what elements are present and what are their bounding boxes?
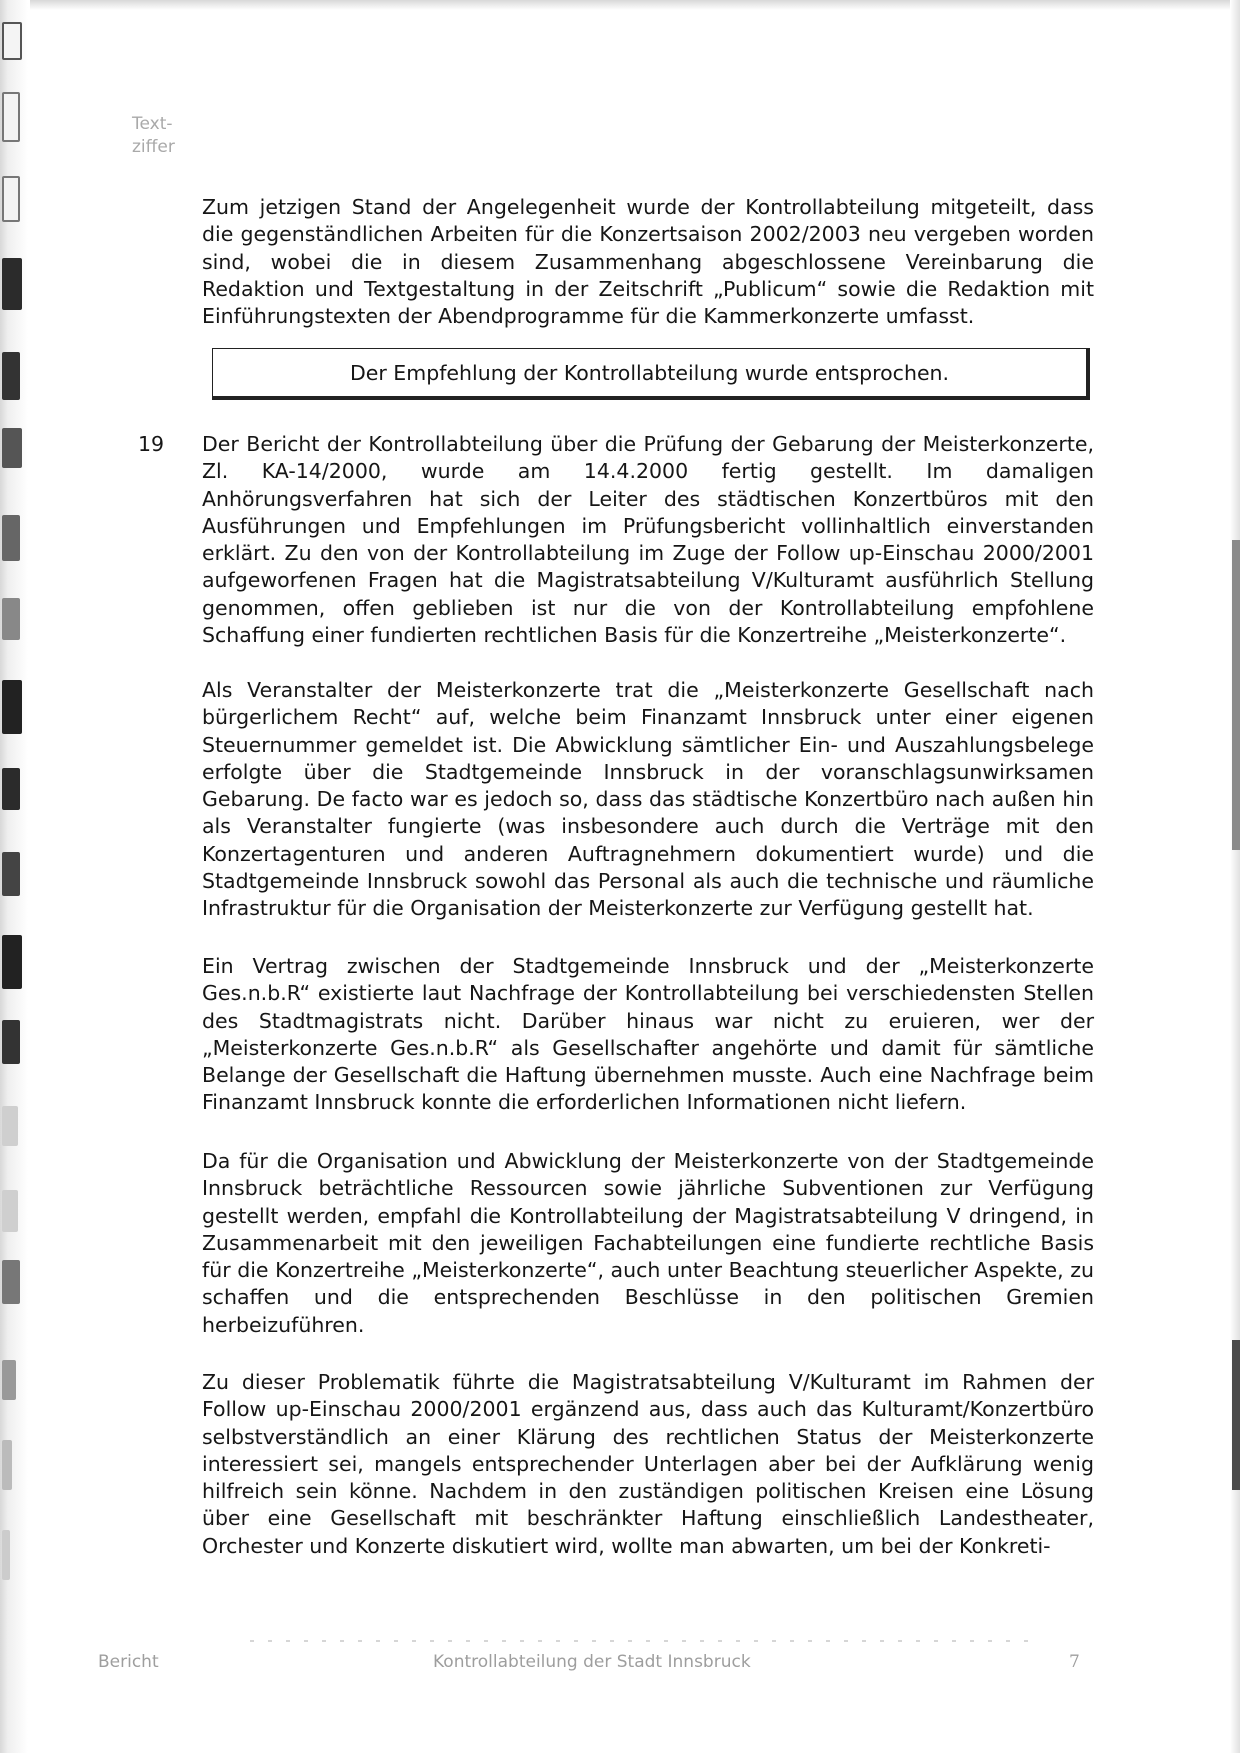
scan-mark (2, 22, 22, 60)
scan-mark (2, 768, 20, 810)
scan-mark (2, 1360, 16, 1400)
scan-mark (2, 1530, 10, 1580)
textziffer-margin-label (132, 113, 175, 159)
scan-mark (1232, 1340, 1240, 1490)
scan-right-edge (1230, 0, 1240, 1753)
page-number: 7 (1069, 1652, 1080, 1672)
recommendation-status-text: Der Empfehlung der Kontrollabteilung wurde entsprochen. (349, 360, 950, 385)
footer-organization: Kontrollabteilung der Stadt Innsbruck (433, 1652, 751, 1672)
scan-mark (2, 515, 20, 561)
scan-mark (2, 1190, 18, 1232)
scan-mark (2, 1260, 20, 1304)
paragraph: Der Bericht der Kontrollabteilung über die Prüfung der Gebarung der Meisterkonzerte, Zl. KA-14/2000, wurde am 14.4.2000 fertig gestellt. Im damaligen Anhörungsverfahren hat sich der Leiter des städtischen Konzertbüros mit den Ausführungen und Empfehlungen im Prüfungsbericht vollinhaltlich einverstanden erklärt. Zu den von der Kontrollabteilung im Zuge der Follow up-Einschau 2000/2001 aufgeworfenen Fragen hat die Magistratsabteilung V/Kulturamt ausführlich Stellung genommen, offen geblieben ist nur die von der Kontrollabteilung empfohlene Schaffung einer fundierten rechtlichen Basis für die Konzertreihe „Meisterkonzerte“. (202, 432, 1094, 648)
scan-mark (2, 1106, 18, 1146)
scan-mark (2, 1440, 12, 1490)
paragraph: Ein Vertrag zwischen der Stadtgemeinde Innsbruck und der „Meisterkonzerte Ges.n.b.R“ existierte laut Nachfrage der Kontrollabteilung bei verschiedensten Stellen des Stadtmagistrats nicht. Darüber hinaus war nicht zu eruieren, wer der „Meisterkonzerte Ges.n.b.R“ als Gesellschafter angehörte und damit für sämtliche Belange der Gesellschaft die Haftung übernehmen musste. Auch eine Nachfrage beim Finanzamt Innsbruck konnte die erforderlichen Informationen nicht liefern. (202, 954, 1094, 1115)
paragraph: Zu dieser Problematik führte die Magistratsabteilung V/Kulturamt im Rahmen der Follow up-Einschau 2000/2001 ergänzend aus, dass auch das Kulturamt/Konzertbüro selbstverständlich an einer Klärung des rechtlichen Status der Meisterkonzerte interessiert sei, mangels entsprechender Unterlagen aber bei der Aufklärung wenig hilfreich sein könne. Nachdem in den zuständigen politischen Kreisen eine Lösung über eine Gesellschaft mit beschränkter Haftung einschließlich Landestheater, Orchester und Konzerte diskutiert wird, wollte man abwarten, um bei der Konkreti- (202, 1370, 1094, 1558)
footer-label: Bericht (98, 1652, 159, 1672)
scan-mark (2, 428, 22, 468)
scan-mark (1232, 540, 1240, 850)
scan-mark (2, 258, 22, 310)
scan-mark (2, 1020, 20, 1064)
scan-mark (2, 176, 20, 222)
scan-top-edge (0, 0, 1240, 10)
paragraph: Zum jetzigen Stand der Angelegenheit wurde der Kontrollabteilung mitgeteilt, dass die gegenständlichen Arbeiten für die Konzertsaison 2002/2003 neu vergeben worden sind, wobei die in diesem Zusammenhang abgeschlossene Vereinbarung die Redaktion und Textgestaltung in der Zeitschrift „Publicum“ sowie die Redaktion mit Einführungstexten der Abendprogramme für die Kammerkonzerte umfasst. (202, 195, 1094, 329)
scan-mark (2, 352, 20, 400)
margin-label-line: ziffer (132, 137, 175, 157)
paragraph: Da für die Organisation und Abwicklung der Meisterkonzerte von der Stadtgemeinde Innsbruck beträchtliche Ressourcen sowie jährliche Subventionen zur Verfügung gestellt werden, empfahl die Kontrollabteilung der Magistratsabteilung V dringend, in Zusammenarbeit mit den jeweiligen Fachabteilungen eine fundierte rechtliche Basis für die Konzertreihe „Meisterkonzerte“, auch unter Beachtung steuerlicher Aspekte, zu schaffen und die entsprechenden Beschlüsse in den politischen Gremien herbeizuführen. (202, 1149, 1094, 1337)
recommendation-status-box (212, 348, 1090, 400)
margin-label-line: Text- (132, 114, 173, 134)
textziffer-number: 19 (138, 432, 165, 456)
scan-mark (2, 598, 20, 640)
paragraph: Als Veranstalter der Meisterkonzerte trat die „Meisterkonzerte Gesellschaft nach bürgerlichem Recht“ auf, welche beim Finanzamt Innsbruck unter einer eigenen Steuernummer gemeldet ist. Die Abwicklung sämtlicher Ein- und Auszahlungsbelege erfolgte über die Stadtgemeinde Innsbruck in der voranschlagsunwirksamen Gebarung. De facto war es jedoch so, dass das städtische Konzertbüro nach außen hin als Veranstalter fungierte (was insbesondere auch durch die Verträge mit den Konzertagenturen und anderen Auftragnehmern dokumentiert wurde) und die Stadtgemeinde Innsbruck sowohl das Personal als auch die technische und räumliche Infrastruktur für die Organisation der Meisterkonzerte zur Verfügung gestellt hat. (202, 678, 1094, 921)
scan-mark (2, 935, 22, 989)
scan-mark (2, 92, 20, 142)
scan-mark (2, 852, 20, 896)
scan-speckle (250, 1640, 1030, 1642)
scan-left-edge (0, 0, 30, 1753)
scan-mark (2, 680, 22, 734)
